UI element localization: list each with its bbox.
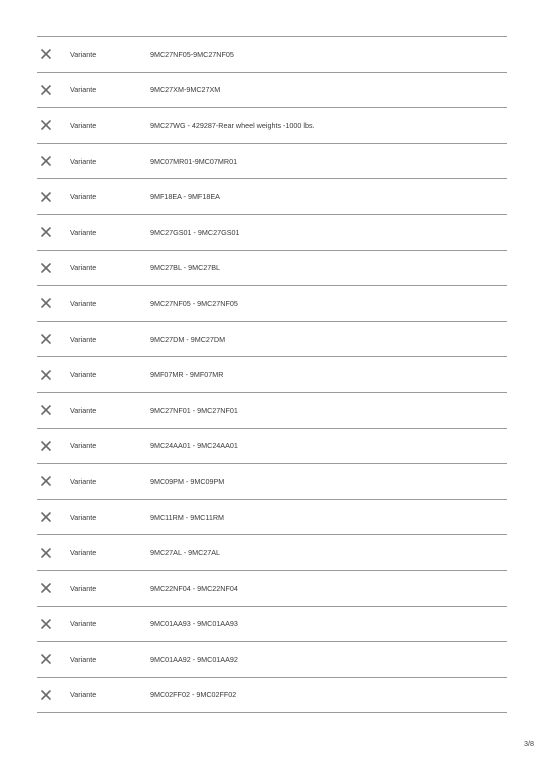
table-row [37, 535, 507, 571]
close-icon [40, 582, 52, 594]
close-icon [40, 547, 52, 559]
table-row [37, 37, 507, 73]
row-type-label: Variante [70, 619, 97, 629]
row-value: 9MC27GS01 - 9MC27GS01 [150, 227, 240, 237]
row-type-label: Variante [70, 583, 97, 593]
variant-table [37, 36, 507, 713]
row-value: 9MC27NF05 - 9MC27NF05 [150, 298, 238, 308]
row-type-label: Variante [70, 654, 97, 664]
row-value: 9MC07MR01-9MC07MR01 [150, 156, 238, 166]
page-number: 3/8 [524, 739, 534, 748]
close-icon [40, 689, 52, 701]
table-row [37, 357, 507, 393]
table-row [37, 215, 507, 251]
row-type-label: Variante [70, 441, 97, 451]
row-type-label: Variante [70, 512, 97, 522]
row-type-label: Variante [70, 192, 97, 202]
close-icon [40, 191, 52, 203]
close-icon [40, 226, 52, 238]
row-value: 9MC01AA93 - 9MC01AA93 [150, 619, 238, 629]
row-type-label: Variante [70, 120, 97, 130]
close-icon [40, 84, 52, 96]
row-value: 9MF18EA - 9MF18EA [150, 192, 220, 202]
close-icon [40, 119, 52, 131]
row-value: 9MC22NF04 - 9MC22NF04 [150, 583, 238, 593]
close-icon [40, 618, 52, 630]
close-icon [40, 475, 52, 487]
row-type-label: Variante [70, 85, 97, 95]
row-value: 9MC27NF05-9MC27NF05 [150, 49, 234, 59]
table-row [37, 73, 507, 109]
close-icon [40, 155, 52, 167]
row-type-label: Variante [70, 227, 97, 237]
row-value: 9MF07MR - 9MF07MR [150, 370, 224, 380]
table-row [37, 500, 507, 536]
row-value: 9MC27AL - 9MC27AL [150, 548, 221, 558]
row-value: 9MC27WG - 429287-Rear wheel weights -1000 lbs. [150, 120, 315, 130]
table-row [37, 108, 507, 144]
table-row [37, 429, 507, 465]
table-row [37, 286, 507, 322]
row-type-label: Variante [70, 298, 97, 308]
table-row [37, 571, 507, 607]
close-icon [40, 440, 52, 452]
table-row [37, 678, 507, 714]
table-row [37, 179, 507, 215]
close-icon [40, 297, 52, 309]
row-value: 9MC27BL - 9MC27BL [150, 263, 221, 273]
row-type-label: Variante [70, 370, 97, 380]
table-row [37, 393, 507, 429]
table-row [37, 251, 507, 287]
close-icon [40, 404, 52, 416]
row-value: 9MC27DM - 9MC27DM [150, 334, 226, 344]
row-value: 9MC11RM - 9MC11RM [150, 512, 225, 522]
table-row [37, 144, 507, 180]
row-value: 9MC09PM - 9MC09PM [150, 476, 225, 486]
row-value: 9MC27NF01 - 9MC27NF01 [150, 405, 238, 415]
close-icon [40, 369, 52, 381]
row-value: 9MC27XM-9MC27XM [150, 85, 221, 95]
row-type-label: Variante [70, 334, 97, 344]
table-row [37, 322, 507, 358]
row-value: 9MC24AA01 - 9MC24AA01 [150, 441, 238, 451]
table-row [37, 464, 507, 500]
row-value: 9MC01AA92 - 9MC01AA92 [150, 654, 238, 664]
close-icon [40, 653, 52, 665]
close-icon [40, 262, 52, 274]
table-row [37, 607, 507, 643]
close-icon [40, 511, 52, 523]
row-type-label: Variante [70, 405, 97, 415]
row-type-label: Variante [70, 476, 97, 486]
row-type-label: Variante [70, 690, 97, 700]
row-type-label: Variante [70, 548, 97, 558]
close-icon [40, 48, 52, 60]
close-icon [40, 333, 52, 345]
row-type-label: Variante [70, 49, 97, 59]
row-type-label: Variante [70, 263, 97, 273]
row-type-label: Variante [70, 156, 97, 166]
row-value: 9MC02FF02 - 9MC02FF02 [150, 690, 237, 700]
table-row [37, 642, 507, 678]
